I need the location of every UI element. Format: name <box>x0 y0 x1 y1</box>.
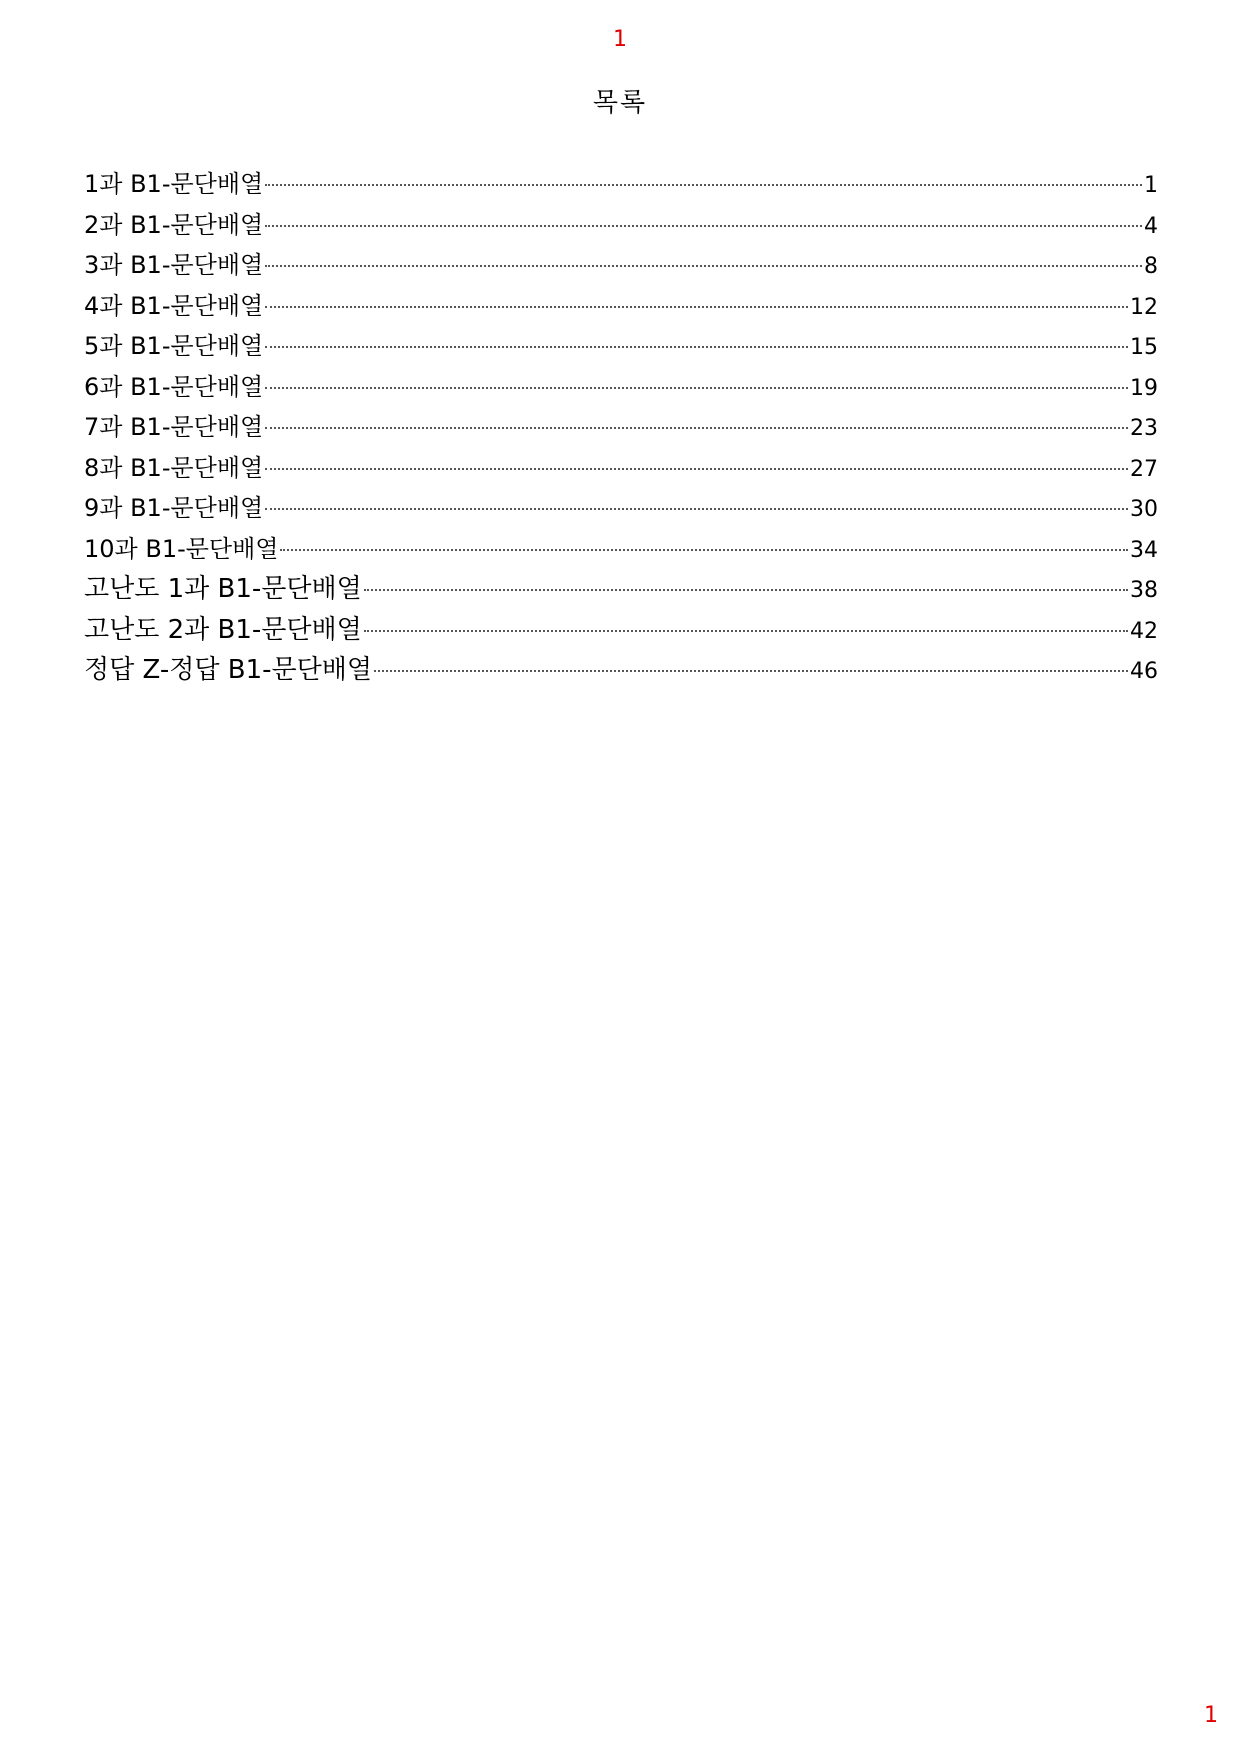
toc-entry-label: 6과 B1-문단배열 <box>84 372 264 401</box>
toc-entry[interactable] <box>84 367 1158 408</box>
table-of-contents <box>84 164 1158 691</box>
toc-dot-leader <box>265 387 1128 389</box>
toc-entry-label: 고난도 2과 B1-문단배열 <box>84 614 362 645</box>
toc-dot-leader <box>265 184 1142 186</box>
toc-entry-page: 15 <box>1130 335 1158 360</box>
toc-dot-leader <box>374 670 1128 672</box>
toc-entry[interactable] <box>84 650 1158 691</box>
toc-dot-leader <box>265 508 1128 510</box>
toc-entry-label: 정답 Z-정답 B1-문단배열 <box>84 655 372 685</box>
toc-dot-leader <box>265 306 1128 308</box>
toc-entry-page: 30 <box>1130 497 1158 522</box>
toc-entry-label: 2과 B1-문단배열 <box>84 210 264 239</box>
toc-entry[interactable] <box>84 610 1158 651</box>
toc-dot-leader <box>265 225 1142 227</box>
toc-entry-page: 1 <box>1144 173 1158 198</box>
toc-entry-page: 8 <box>1144 254 1158 279</box>
toc-entry-label: 8과 B1-문단배열 <box>84 453 264 482</box>
header-page-number: 1 <box>613 27 627 52</box>
toc-dot-leader <box>265 346 1128 348</box>
toc-entry-page: 42 <box>1130 618 1158 644</box>
toc-entry-page: 12 <box>1130 294 1158 320</box>
toc-entry-label: 3과 B1-문단배열 <box>84 251 264 279</box>
toc-dot-leader <box>265 427 1128 429</box>
toc-entry-page: 46 <box>1130 659 1158 684</box>
toc-dot-leader <box>265 468 1128 470</box>
toc-entry-page: 27 <box>1130 456 1158 482</box>
toc-dot-leader <box>364 589 1128 591</box>
toc-dot-leader <box>265 265 1142 267</box>
toc-entry[interactable] <box>84 205 1158 246</box>
toc-entry[interactable] <box>84 326 1158 367</box>
footer-page-number: 1 <box>1204 1703 1218 1728</box>
toc-dot-leader <box>280 549 1128 551</box>
toc-entry-page: 19 <box>1130 375 1158 401</box>
toc-entry-label: 고난도 1과 B1-문단배열 <box>84 574 362 604</box>
toc-entry[interactable] <box>84 245 1158 286</box>
toc-title: 목록 <box>592 88 648 118</box>
toc-entry-page: 23 <box>1130 416 1158 441</box>
toc-entry-label: 5과 B1-문단배열 <box>84 332 264 360</box>
toc-entry-page: 4 <box>1144 213 1158 239</box>
toc-entry-label: 10과 B1-문단배열 <box>84 534 279 563</box>
toc-entry[interactable] <box>84 488 1158 529</box>
toc-entry[interactable] <box>84 164 1158 205</box>
toc-dot-leader <box>364 630 1128 632</box>
toc-entry[interactable] <box>84 529 1158 570</box>
toc-entry[interactable] <box>84 448 1158 489</box>
toc-entry[interactable] <box>84 407 1158 448</box>
toc-entry-label: 9과 B1-문단배열 <box>84 494 264 522</box>
toc-entry-label: 1과 B1-문단배열 <box>84 170 264 198</box>
toc-entry-label: 7과 B1-문단배열 <box>84 413 264 441</box>
toc-entry-label: 4과 B1-문단배열 <box>84 291 264 320</box>
toc-entry[interactable] <box>84 569 1158 610</box>
toc-entry-page: 34 <box>1130 537 1158 563</box>
toc-entry-page: 38 <box>1130 578 1158 603</box>
toc-entry[interactable] <box>84 286 1158 327</box>
